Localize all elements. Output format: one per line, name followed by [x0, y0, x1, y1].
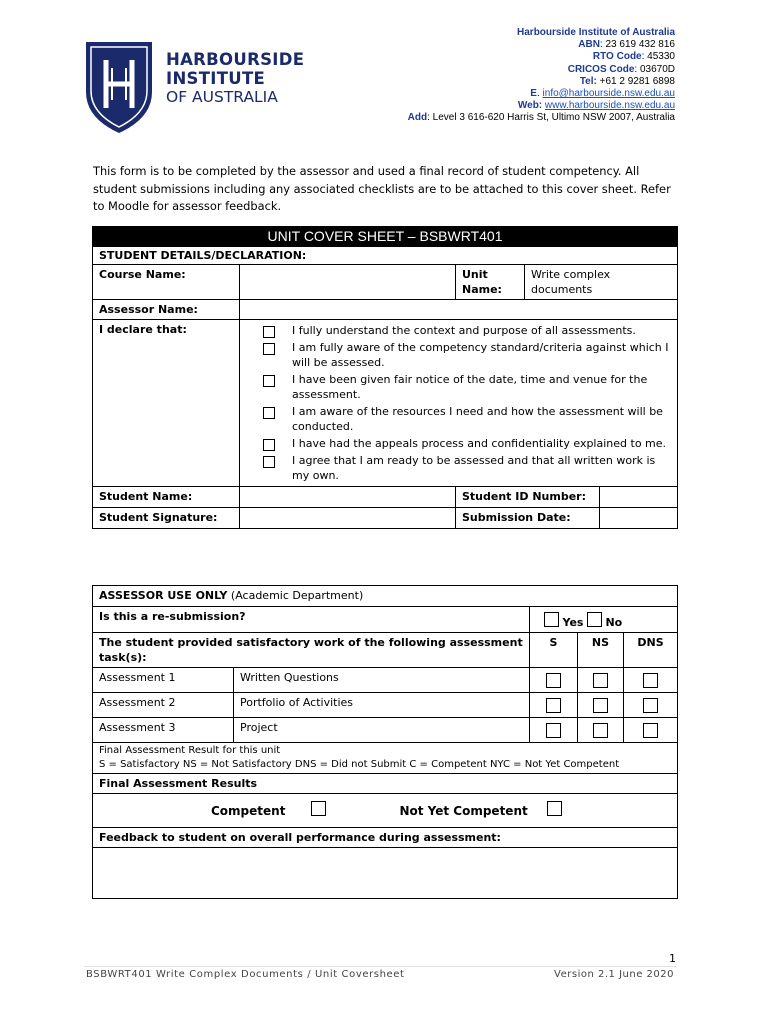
ns-checkbox[interactable]	[593, 723, 608, 738]
contact-cricos: CRICOS Code: 03670D	[567, 63, 675, 75]
student-id-field[interactable]	[600, 487, 678, 508]
contact-org: Harbourside Institute of Australia	[517, 27, 675, 38]
assessor-table	[92, 585, 678, 899]
resubmission-yes-checkbox[interactable]	[544, 612, 559, 627]
s-checkbox[interactable]	[546, 673, 561, 688]
cover-sheet-title: UNIT COVER SHEET – BSBWRT401	[93, 227, 678, 247]
student-id-label: Student ID Number:	[456, 487, 600, 508]
ns-checkbox-cell	[578, 718, 624, 743]
final-results-label: Final Assessment Results	[93, 774, 678, 794]
dns-checkbox-cell	[624, 718, 678, 743]
web-link[interactable]: www.harbourside.nsw.edu.au	[544, 100, 675, 112]
assessment-task: Written Questions	[234, 668, 530, 693]
s-checkbox-cell	[530, 718, 578, 743]
dns-checkbox[interactable]	[643, 698, 658, 713]
ns-checkbox-cell	[578, 668, 624, 693]
unit-name-value: Write complex documents	[525, 265, 678, 300]
unit-name-label: Unit Name:	[456, 265, 525, 300]
feedback-label: Feedback to student on overall performance during assessment:	[93, 828, 678, 848]
footer-divider	[84, 966, 676, 967]
submission-date-label: Submission Date:	[456, 508, 600, 529]
logo-wordmark	[166, 50, 304, 107]
submission-date-field[interactable]	[600, 508, 678, 529]
final-results-options	[93, 794, 678, 828]
institute-logo	[84, 42, 304, 134]
logo-line-2: INSTITUTE	[166, 69, 266, 88]
dns-checkbox[interactable]	[643, 673, 658, 688]
declaration-item: I agree that I am ready to be assessed and that all written work is my own.	[240, 453, 671, 483]
resubmission-options	[530, 607, 678, 633]
declaration-item: I am fully aware of the competency standard/criteria against which I will be assessed.	[240, 340, 671, 370]
final-unit-result	[93, 743, 678, 774]
s-checkbox-cell	[530, 668, 578, 693]
not-yet-competent-label: Not Yet Competent	[399, 804, 528, 818]
dns-checkbox-cell	[624, 693, 678, 718]
resubmission-no-checkbox[interactable]	[587, 612, 602, 627]
result-legend: S = Satisfactory NS = Not Satisfactory DNS = Did not Submit C = Competent NYC = Not Yet Competent	[99, 759, 620, 770]
contact-address: Add: Level 3 616-620 Harris St, Ultimo NSW 2007, Australia	[407, 112, 675, 124]
resubmission-label: Is this a re-submission?	[93, 607, 530, 633]
s-checkbox[interactable]	[546, 723, 561, 738]
assessment-name: Assessment 1	[93, 668, 234, 693]
assessor-heading: ASSESSOR USE ONLY (Academic Department)	[93, 586, 678, 607]
s-checkbox[interactable]	[546, 698, 561, 713]
contact-tel: Tel: +61 2 9281 6898	[579, 75, 675, 87]
competent-checkbox[interactable]	[311, 801, 326, 816]
intro-paragraph: This form is to be completed by the assessor and used a final record of student competency. All student submissions including any associated checklists are to be attached to this cover sheet. Refer to Moodle for assessor feedback.	[93, 164, 671, 213]
col-s-header: S	[530, 633, 578, 668]
declaration-item: I have been given fair notice of the date, time and venue for the assessment.	[240, 372, 671, 402]
ns-checkbox[interactable]	[593, 673, 608, 688]
student-name-label: Student Name:	[93, 487, 240, 508]
no-label: No	[605, 616, 623, 629]
declaration-item: I am aware of the resources I need and how the assessment will be conducted.	[240, 404, 671, 434]
competent-label: Competent	[211, 804, 286, 818]
student-name-field[interactable]	[240, 487, 456, 508]
assessor-name-field[interactable]	[240, 300, 678, 320]
satisfactory-label: The student provided satisfactory work of the following assessment task(s):	[93, 633, 530, 668]
declaration-list	[240, 320, 678, 487]
footer-document-title: BSBWRT401 Write Complex Documents / Unit Coversheet	[86, 969, 405, 980]
assessor-name-label: Assessor Name:	[93, 300, 240, 320]
declaration-checkbox[interactable]	[263, 375, 275, 387]
declaration-item: I have had the appeals process and confidentiality explained to me.	[240, 436, 671, 451]
section-heading: STUDENT DETAILS/DECLARATION:	[93, 247, 678, 265]
assessment-task: Project	[234, 718, 530, 743]
logo-line-3: OF AUSTRALIA	[166, 88, 278, 106]
feedback-field[interactable]	[93, 848, 678, 899]
contact-rto: RTO Code: 45330	[592, 51, 675, 63]
declaration-checkbox[interactable]	[263, 343, 275, 355]
not-yet-competent-checkbox[interactable]	[547, 801, 562, 816]
contact-block	[408, 27, 675, 125]
email-link[interactable]: info@harbourside.nsw.edu.au	[542, 88, 675, 100]
course-name-field[interactable]	[240, 265, 456, 300]
declaration-checkbox[interactable]	[263, 326, 275, 338]
col-ns-header: NS	[578, 633, 624, 668]
page-number: 1	[669, 952, 676, 965]
declare-label: I declare that:	[93, 320, 240, 487]
declaration-item: I fully understand the context and purpose of all assessments.	[240, 323, 671, 338]
ns-checkbox[interactable]	[593, 698, 608, 713]
contact-abn: ABN: 23 619 432 816	[578, 39, 675, 51]
contact-email: E. info@harbourside.nsw.edu.au	[530, 88, 675, 100]
declaration-checkbox[interactable]	[263, 456, 275, 468]
shield-logo-icon	[84, 42, 154, 134]
dns-checkbox-cell	[624, 668, 678, 693]
declaration-checkbox[interactable]	[263, 439, 275, 451]
logo-line-1: HARBOURSIDE	[166, 50, 305, 69]
footer-version: Version 2.1 June 2020	[554, 969, 674, 980]
dns-checkbox[interactable]	[643, 723, 658, 738]
table-row	[93, 668, 678, 693]
student-signature-label: Student Signature:	[93, 508, 240, 529]
table-row	[93, 693, 678, 718]
student-signature-field[interactable]	[240, 508, 456, 529]
table-row	[93, 718, 678, 743]
ns-checkbox-cell	[578, 693, 624, 718]
assessment-name: Assessment 3	[93, 718, 234, 743]
final-unit-label: Final Assessment Result for this unit	[99, 745, 281, 756]
s-checkbox-cell	[530, 693, 578, 718]
assessment-name: Assessment 2	[93, 693, 234, 718]
contact-web: Web: www.harbourside.nsw.edu.au	[517, 100, 675, 112]
assessment-task: Portfolio of Activities	[234, 693, 530, 718]
col-dns-header: DNS	[624, 633, 678, 668]
course-name-label: Course Name:	[93, 265, 240, 300]
declaration-checkbox[interactable]	[263, 407, 275, 419]
yes-label: Yes	[562, 616, 584, 629]
cover-sheet-table	[92, 226, 678, 529]
